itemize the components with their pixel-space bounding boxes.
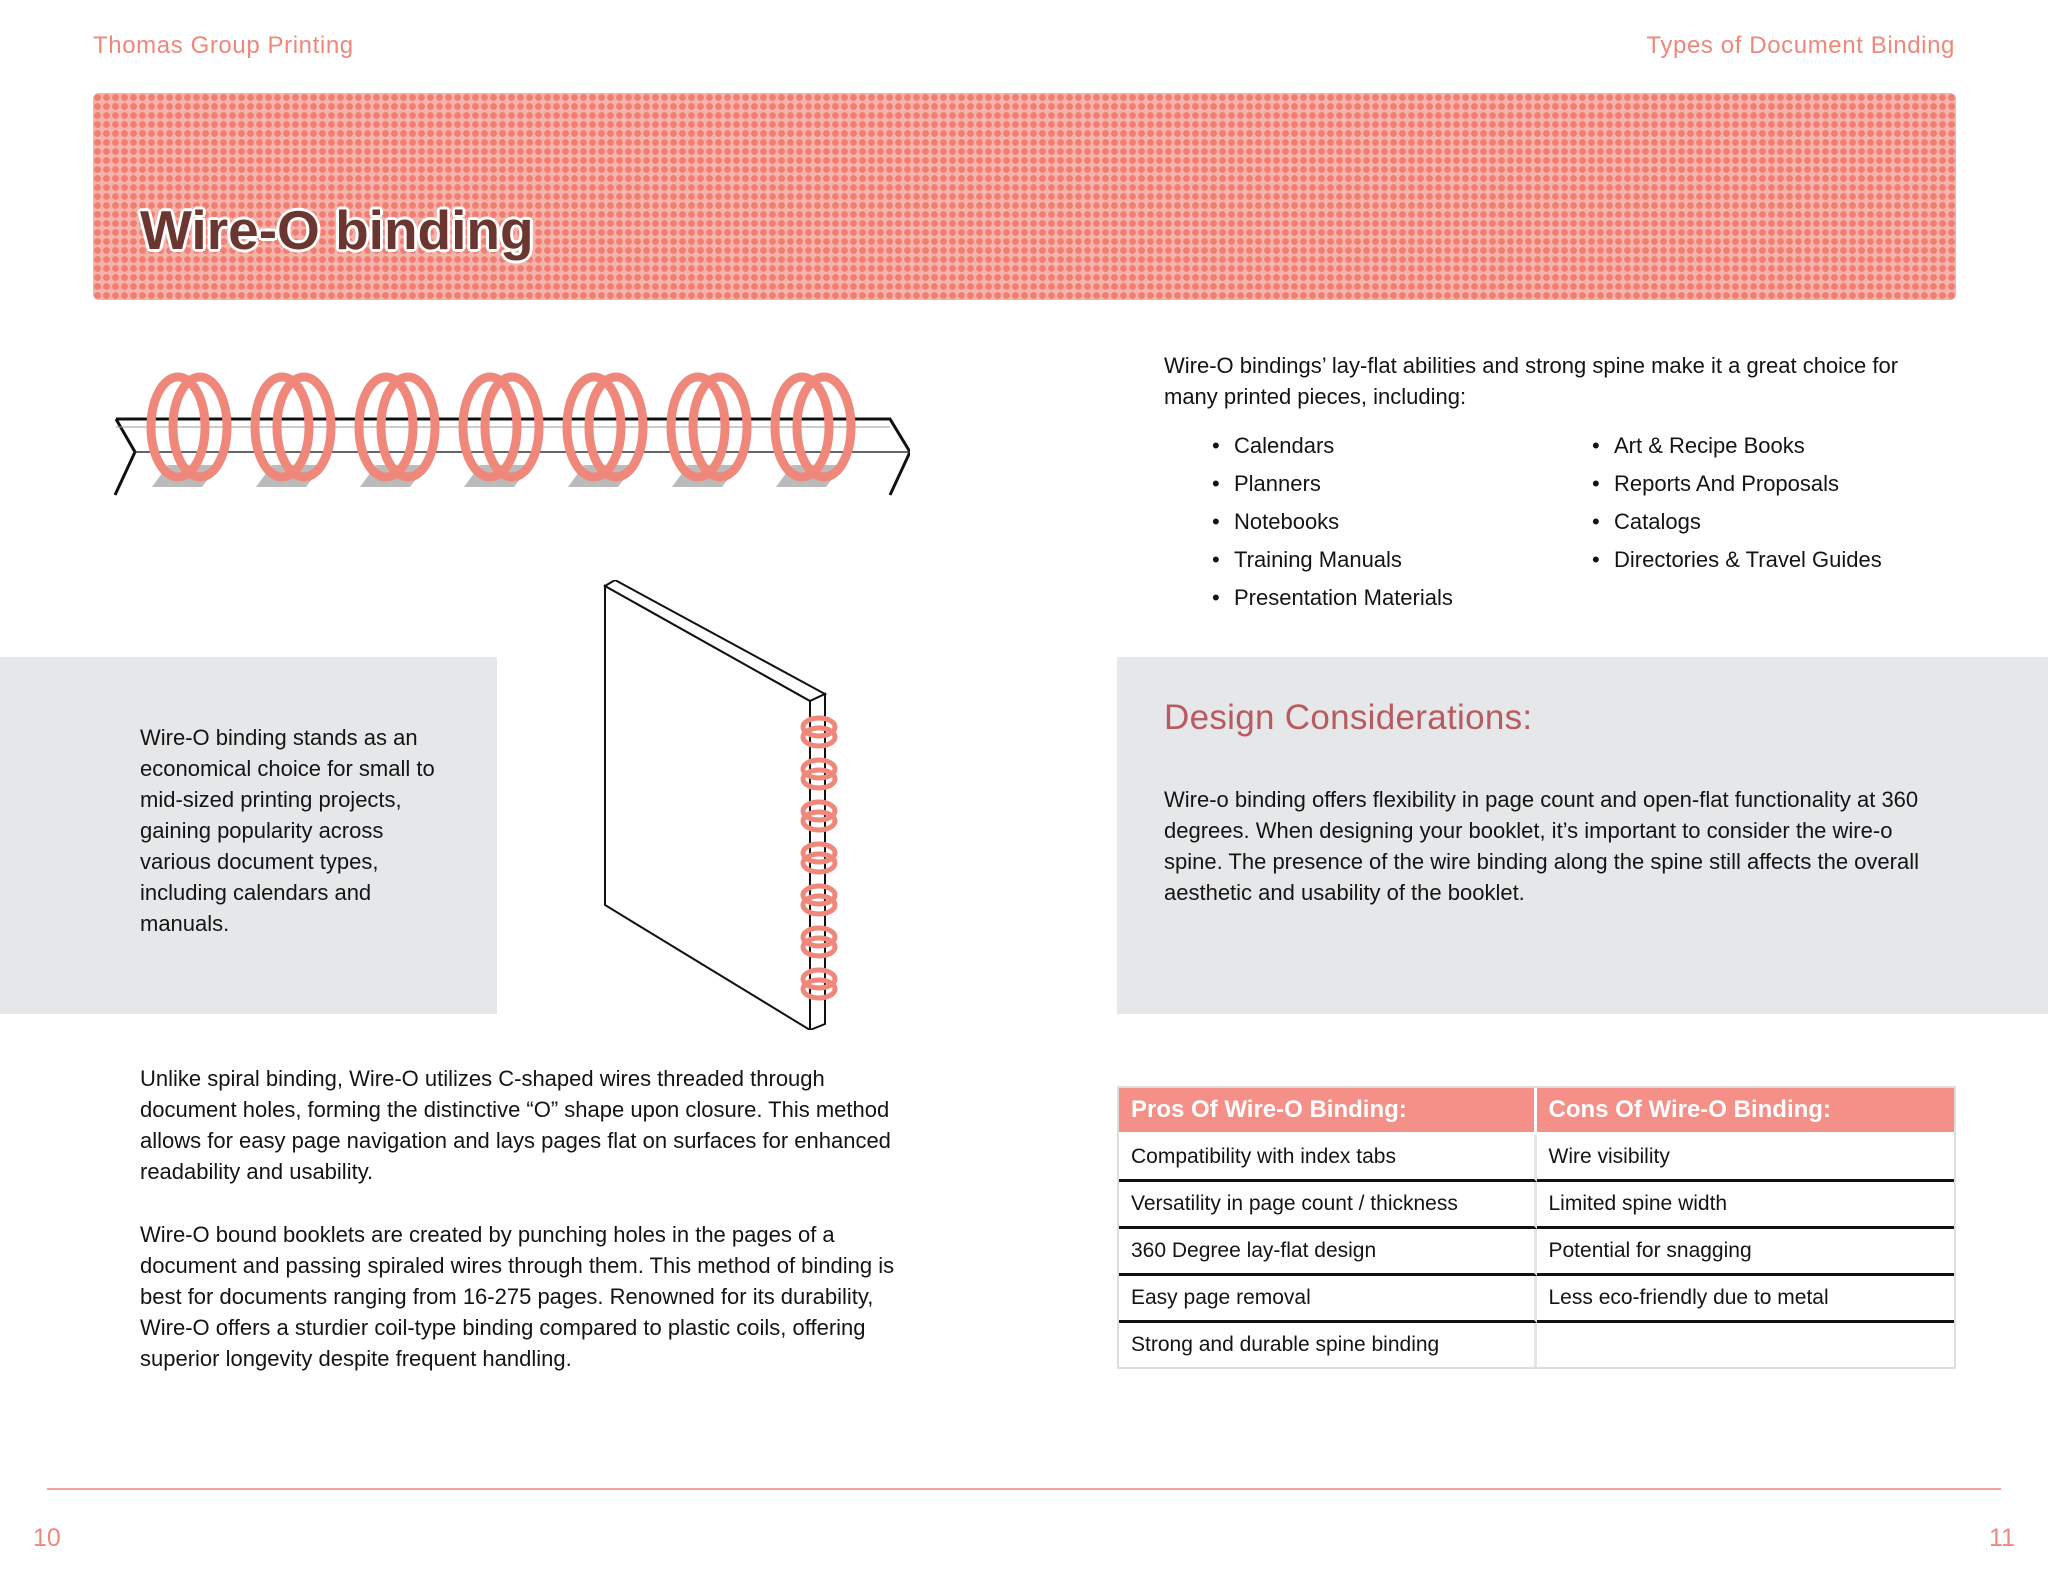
list-item: • Reports And Proposals <box>1592 465 1882 503</box>
wire-loop <box>671 377 747 487</box>
body-paragraph: Unlike spiral binding, Wire-O utilizes C-shaped wires threaded through document holes, forming the distinctive “O” shape upon closure. This method allows for easy page navigation and lays pages flat on surfaces for enhanced readability and usability. <box>140 1066 891 1184</box>
running-header-left: Thomas Group Printing <box>93 32 354 59</box>
title-banner <box>93 93 1956 300</box>
pros-header: Pros Of Wire-O Binding: <box>1119 1088 1537 1135</box>
list-item: • Calendars <box>1212 427 1453 465</box>
pro-cell: Strong and durable spine binding <box>1119 1323 1537 1367</box>
table-row <box>1119 1229 1954 1276</box>
cons-header: Cons Of Wire-O Binding: <box>1537 1088 1955 1135</box>
intro-text: Wire-O bindings’ lay-flat abilities and strong spine make it a great choice for many printed pieces, including: <box>1164 353 1899 409</box>
running-header-right: Types of Document Binding <box>1646 32 1955 59</box>
con-cell: Wire visibility <box>1537 1135 1955 1182</box>
page-title: Wire-O binding <box>140 199 534 261</box>
pros-cons-table <box>1117 1086 1956 1369</box>
pro-cell: Compatibility with index tabs <box>1119 1135 1537 1182</box>
list-item: • Directories & Travel Guides <box>1592 541 1882 579</box>
wire-loop <box>359 377 435 487</box>
wire-loop <box>255 377 331 487</box>
table-row <box>1119 1182 1954 1229</box>
side-note-text: Wire-O binding stands as an economical choice for small to mid-sized printing projects, gaining popularity across various document types, including calendars and manuals. <box>140 725 435 936</box>
pro-cell: 360 Degree lay-flat design <box>1119 1229 1537 1276</box>
pro-cell: Versatility in page count / thickness <box>1119 1182 1537 1229</box>
uses-list-right <box>1592 427 1882 579</box>
footer-rule <box>47 1488 2001 1490</box>
wire-loop <box>567 377 643 487</box>
pro-cell: Easy page removal <box>1119 1276 1537 1323</box>
con-cell: Potential for snagging <box>1537 1229 1955 1276</box>
con-cell: Limited spine width <box>1537 1182 1955 1229</box>
wire-o-binding-illustration <box>110 370 910 500</box>
list-item: • Planners <box>1212 465 1453 503</box>
body-paragraph: Wire-O bound booklets are created by punching holes in the pages of a document and passing spiraled wires through them. This method of binding is best for documents ranging from 16-275 pages. Renowned for its durability, Wire-O offers a sturdier coil-type binding compared to plastic coils, offering superior longevity despite frequent handling. <box>140 1222 895 1371</box>
list-item: • Art & Recipe Books <box>1592 427 1882 465</box>
wire-loop <box>775 377 851 487</box>
uses-list-left <box>1212 427 1453 617</box>
wire-loop <box>151 377 227 487</box>
list-item: • Training Manuals <box>1212 541 1453 579</box>
table-row <box>1119 1276 1954 1323</box>
con-cell: Less eco-friendly due to metal <box>1537 1276 1955 1323</box>
table-row <box>1119 1323 1954 1367</box>
design-considerations-heading: Design Considerations: <box>1164 698 1533 737</box>
list-item: • Presentation Materials <box>1212 579 1453 617</box>
design-considerations-text: Wire-o binding offers flexibility in page count and open-flat functionality at 360 degrees. When designing your booklet, it’s important to consider the wire-o spine. The presence of the wire binding along the spine still affects the overall aesthetic and usability of the booklet. <box>1164 787 1919 905</box>
list-item: • Notebooks <box>1212 503 1453 541</box>
con-cell <box>1537 1323 1955 1367</box>
table-row <box>1119 1135 1954 1182</box>
list-item: • Catalogs <box>1592 503 1882 541</box>
page-number-right: 11 <box>1989 1524 2015 1552</box>
wire-o-booklet-illustration <box>595 580 865 1030</box>
page-number-left: 10 <box>33 1524 61 1552</box>
wire-loop <box>463 377 539 487</box>
